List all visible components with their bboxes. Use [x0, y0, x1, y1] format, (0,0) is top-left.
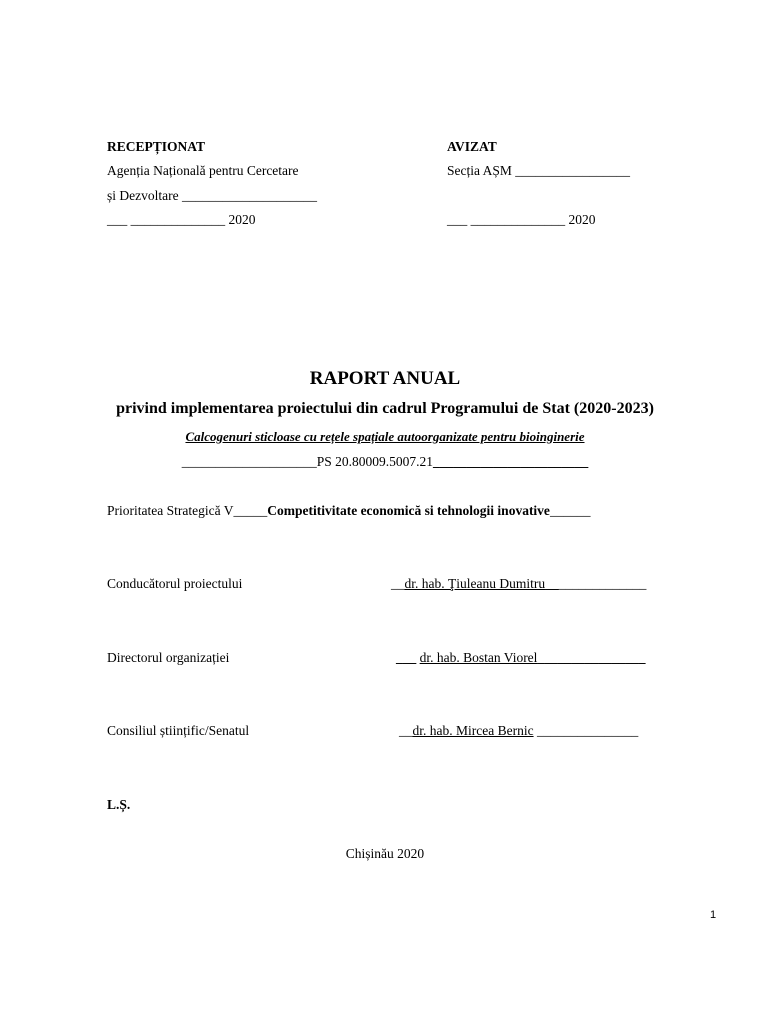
project-name: Calcogenuri sticloase cu rețele spațiale autoorganizate pentru bioinginerie [185, 429, 585, 444]
approved-title: AVIZAT [447, 139, 497, 154]
agency-line-1: Agenția Națională pentru Cercetare [107, 163, 299, 178]
stamp-placeholder: L.Ș. [107, 797, 131, 812]
signature-role: Directorul organizației [107, 650, 230, 665]
received-title: RECEPȚIONAT [107, 139, 206, 154]
report-subtitle: privind implementarea proiectului din cadrul Programului de Stat (2020-2023) [116, 400, 654, 417]
project-code: ____________________PS 20.80009.5007.21 [181, 454, 434, 469]
approved-date: ___ ______________ 2020 [447, 212, 596, 227]
received-date: ___ ______________ 2020 [107, 212, 256, 227]
signature-name: dr. hab. Bostan Viorel [419, 650, 538, 665]
place-date: Chișinău 2020 [345, 846, 425, 861]
signature-role: Conducătorul proiectului [107, 576, 243, 591]
signature-line: __dr. hab. Ţiuleanu Dumitru_______________ [391, 576, 647, 591]
signature-role: Consiliul științific/Senatul [107, 723, 250, 738]
section-line: Secția AȘM _________________ [447, 163, 631, 178]
priority-line [107, 504, 590, 518]
report-title: RAPORT ANUAL [309, 368, 461, 389]
priority-label: Prioritatea Strategică V_____ [107, 503, 268, 518]
priority-value: Competitivitate economică si tehnologii inovative [267, 503, 550, 518]
signature-name: dr. hab. Ţiuleanu Dumitru [404, 576, 546, 591]
page-number: 1 [710, 909, 717, 921]
project-code-suffix: _______________________ [433, 454, 589, 469]
priority-suffix: ______ [549, 503, 591, 518]
project-code-line [0, 455, 770, 469]
signature-name: dr. hab. Mircea Bernic [412, 723, 534, 738]
signature-line: ___ dr. hab. Bostan Viorel________________ [396, 650, 646, 665]
signature-line: __dr. hab. Mircea Bernic _______________ [399, 723, 639, 738]
agency-line-2: și Dezvoltare ____________________ [107, 188, 317, 203]
